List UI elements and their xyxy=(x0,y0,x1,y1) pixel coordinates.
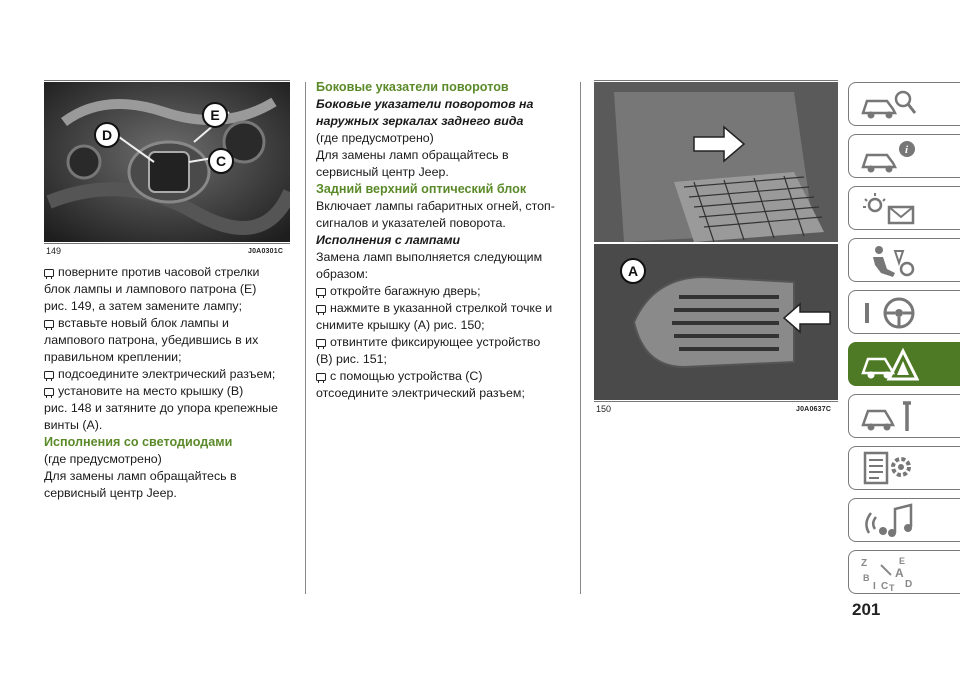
step-text: блок лампы и лампового патрона (E) xyxy=(44,282,257,296)
figure-149-number: 149 xyxy=(46,246,62,256)
step-text: лампового патрона, убедившись в их xyxy=(44,333,259,347)
car-breakdown-warning-icon xyxy=(859,347,919,383)
step-text: отсоедините электрический разъем; xyxy=(316,386,525,400)
car-search-icon xyxy=(859,87,919,123)
paragraph: Для замены ламп обращайтесь в xyxy=(316,148,509,162)
index-letter-t: T xyxy=(889,583,895,591)
index-letter-e: E xyxy=(899,556,906,566)
index-letter-a: A xyxy=(895,566,904,580)
tab-warning-lights[interactable] xyxy=(848,186,960,230)
section-heading-side-indicators: Боковые указатели поворотов xyxy=(316,80,509,94)
step-text: правильном креплении; xyxy=(44,350,182,364)
index-letter-c: C xyxy=(881,581,889,591)
step-text: поверните против часовой стрелки xyxy=(58,265,260,279)
paragraph: Включает лампы габаритных огней, стоп- xyxy=(316,199,555,213)
paragraph: (где предусмотрено) xyxy=(316,131,434,145)
column-2 xyxy=(316,79,578,402)
car-wrench-icon xyxy=(859,399,919,435)
callout-c: C xyxy=(208,148,234,174)
column-divider-1 xyxy=(305,82,306,594)
step-text: снимите крышку (A) рис. 150; xyxy=(316,318,485,332)
paragraph: Замена ламп выполняется следующим xyxy=(316,250,543,264)
bullet-icon xyxy=(316,288,326,296)
paragraph: сигналов и указателей поворота. xyxy=(316,216,506,230)
subheading-mirror-indicators: Боковые указатели поворотов на xyxy=(316,97,534,111)
paragraph: (где предусмотрено) xyxy=(44,452,162,466)
subheading-bulb-versions: Исполнения с лампами xyxy=(316,233,461,247)
multimedia-music-icon xyxy=(859,503,919,539)
tab-technical-specifications[interactable] xyxy=(848,446,960,490)
tab-index[interactable] xyxy=(848,550,960,594)
tab-instrument-panel[interactable] xyxy=(848,134,960,178)
step-text: установите на место крышку (B) xyxy=(58,384,244,398)
figure-150-code: J0A0637C xyxy=(796,406,832,413)
tab-safety[interactable] xyxy=(848,238,960,282)
bullet-icon xyxy=(44,371,54,379)
top-rule-col1 xyxy=(44,80,290,81)
tab-starting-driving[interactable] xyxy=(848,290,960,334)
bullet-icon xyxy=(44,388,54,396)
step-text: вставьте новый блок лампы и xyxy=(58,316,229,330)
index-letter-d: D xyxy=(905,579,913,590)
step-text: винты (A). xyxy=(44,418,103,432)
page-number: 201 xyxy=(852,600,881,619)
bullet-icon xyxy=(316,373,326,381)
index-letter-z: Z xyxy=(861,558,868,569)
bullet-icon xyxy=(316,305,326,313)
tab-multimedia[interactable] xyxy=(848,498,960,542)
paragraph: Для замены ламп обращайтесь в xyxy=(44,469,237,483)
index-letter-i: I xyxy=(873,581,876,591)
figure-149-image xyxy=(44,82,290,242)
bullet-icon xyxy=(316,339,326,347)
step-text: с помощью устройства (C) xyxy=(330,369,483,383)
step-text: нажмите в указанной стрелкой точке и xyxy=(330,301,553,315)
figure-150-number: 150 xyxy=(596,404,612,414)
caption-rule-149 xyxy=(44,243,290,244)
svg-text:i: i xyxy=(905,144,909,156)
callout-e: E xyxy=(202,102,228,128)
column-1 xyxy=(44,264,294,502)
figure-149-code: J0A0301C xyxy=(248,248,284,255)
warning-light-message-icon xyxy=(859,191,919,227)
section-heading-rear-upper-light: Задний верхний оптический блок xyxy=(316,182,527,196)
car-info-icon xyxy=(859,139,919,175)
paragraph: сервисный центр Jeep. xyxy=(44,486,177,500)
step-text: (B) рис. 151; xyxy=(316,352,387,366)
alphabetical-index-icon xyxy=(859,555,919,591)
tab-servicing-maintenance[interactable] xyxy=(848,394,960,438)
tab-in-an-emergency[interactable] xyxy=(848,342,960,386)
tab-knowing-your-vehicle[interactable] xyxy=(848,82,960,126)
steering-wheel-icon xyxy=(859,295,919,331)
seat-airbag-safety-icon xyxy=(859,243,919,279)
section-heading-led: Исполнения со светодиодами xyxy=(44,435,233,449)
paragraph: образом: xyxy=(316,267,369,281)
caption-rule-150 xyxy=(594,401,838,402)
step-text: подсоедините электрический разъем; xyxy=(58,367,276,381)
subheading-mirror-indicators: наружных зеркалах заднего вида xyxy=(316,114,524,128)
column-divider-2 xyxy=(580,82,581,594)
bullet-icon xyxy=(44,320,54,328)
bullet-icon xyxy=(44,269,54,277)
paragraph: сервисный центр Jeep. xyxy=(316,165,449,179)
step-text: откройте багажную дверь; xyxy=(330,284,481,298)
spec-sheet-gear-icon xyxy=(859,451,919,487)
step-text: рис. 148 и затяните до упора крепежные xyxy=(44,401,278,415)
figure-150-image xyxy=(594,82,838,400)
index-letter-b: B xyxy=(863,573,870,583)
step-text: рис. 149, а затем замените лампу; xyxy=(44,299,243,313)
callout-d: D xyxy=(94,122,120,148)
step-text: отвинтите фиксирующее устройство xyxy=(330,335,541,349)
top-rule-col3 xyxy=(594,80,838,81)
callout-a: A xyxy=(620,258,646,284)
